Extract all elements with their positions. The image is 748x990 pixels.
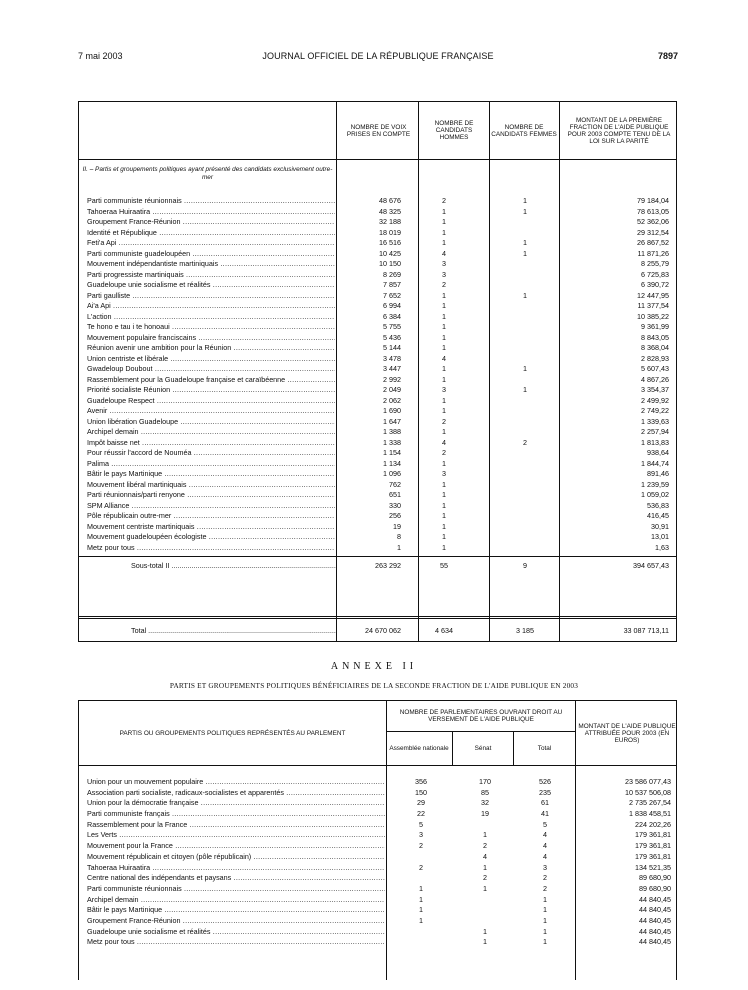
- party-name: Mouvement pour la France .....: [87, 841, 385, 852]
- male-candidates: 1: [442, 500, 446, 510]
- annex-title: ANNEXE II: [330, 661, 418, 672]
- table1-rows: [79, 196, 676, 553]
- table-row: [79, 873, 676, 884]
- senat-count: 1: [483, 926, 487, 936]
- party-name: Guadeloupe unie socialisme et réalités .....: [87, 280, 335, 291]
- total-femmes: 3 185: [516, 626, 534, 635]
- col-header-montant: MONTANT DE LA PREMIÈRE FRACTION DE L'AIDE PUBLIQUE POUR 2003 COMPTE TENU DE LA LOI SUR LA PARITÉ: [567, 116, 671, 145]
- total-count: 2: [543, 883, 547, 893]
- aid-amount: 179 361,81: [635, 841, 671, 851]
- male-candidates: 1: [442, 374, 446, 384]
- votes-count: 7 857: [383, 280, 401, 289]
- male-candidates: 2: [442, 448, 446, 457]
- total-count: 4: [543, 851, 547, 861]
- party-name: Rassemblement pour la France .....: [87, 820, 385, 831]
- total-count: 1: [543, 915, 547, 925]
- female-candidates: 1: [523, 248, 527, 258]
- male-candidates: 2: [442, 280, 446, 289]
- male-candidates: 3: [442, 259, 446, 268]
- table-row: [79, 543, 676, 554]
- male-candidates: 1: [442, 301, 446, 310]
- assemblee-count: 22: [417, 809, 425, 819]
- female-candidates: 1: [523, 196, 527, 205]
- amount: 8 368,04: [641, 343, 669, 352]
- female-candidates: 1: [523, 238, 527, 247]
- party-name: Parti gaulliste .....: [87, 291, 335, 302]
- party-name: Parti communiste français .....: [87, 809, 385, 820]
- amount: 52 362,06: [637, 217, 669, 226]
- table-first-fraction: [78, 101, 677, 642]
- table-row: [79, 322, 676, 333]
- assemblee-count: 1: [419, 894, 423, 904]
- amount: 891,46: [647, 469, 669, 478]
- party-name: Pôle républicain outre-mer .....: [87, 511, 335, 522]
- aid-amount: 2 735 267,54: [629, 798, 671, 808]
- assemblee-count: 29: [417, 798, 425, 808]
- senat-count: 32: [481, 798, 489, 808]
- votes-count: 1 647: [383, 416, 401, 426]
- table-row: [79, 207, 676, 218]
- party-name: Groupement France-Réunion .....: [87, 916, 385, 927]
- table-row: [79, 333, 676, 344]
- male-candidates: 2: [442, 416, 446, 426]
- table-row: [79, 895, 676, 906]
- male-candidates: 1: [442, 395, 446, 405]
- party-name: Impôt baisse net .....: [87, 438, 335, 449]
- aid-amount: 89 680,90: [639, 873, 671, 883]
- male-candidates: 1: [442, 238, 446, 247]
- subtotal-hommes: 55: [440, 561, 448, 570]
- senat-count: 85: [481, 787, 489, 797]
- party-name: SPM Alliance .....: [87, 501, 335, 512]
- votes-count: 2 992: [383, 374, 401, 384]
- assemblee-count: 356: [415, 777, 427, 786]
- male-candidates: 1: [442, 511, 446, 520]
- aid-amount: 44 840,45: [639, 905, 671, 915]
- party-name: Tahoeraa Huiraatira .....: [87, 207, 335, 218]
- party-name: Identité et République .....: [87, 228, 335, 239]
- amount: 1 239,59: [641, 479, 669, 489]
- amount: 1 059,02: [641, 490, 669, 499]
- assemblee-count: 3: [419, 830, 423, 840]
- male-candidates: 1: [442, 322, 446, 331]
- amount: 1,63: [655, 542, 669, 552]
- votes-count: 3 478: [383, 353, 401, 363]
- male-candidates: 4: [442, 248, 446, 258]
- table-row: [79, 501, 676, 512]
- votes-count: 48 676: [379, 196, 401, 205]
- table-row: [79, 280, 676, 291]
- table-row: [79, 469, 676, 480]
- table-row: [79, 375, 676, 386]
- male-candidates: 4: [442, 353, 446, 363]
- party-name: Ai'a Api .....: [87, 301, 335, 312]
- total-count: 3: [543, 862, 547, 872]
- col-header-montant-aide: MONTANT DE L'AIDE PUBLIQUE ATTRIBUÉE POUR 2003 (EN EUROS): [578, 722, 676, 744]
- male-candidates: 1: [442, 532, 446, 541]
- votes-count: 6 384: [383, 311, 401, 321]
- amount: 1 339,63: [641, 416, 669, 426]
- votes-count: 1: [397, 542, 401, 552]
- amount: 416,45: [647, 511, 669, 520]
- male-candidates: 3: [442, 269, 446, 279]
- subtotal-row: [79, 560, 676, 571]
- amount: 3 354,37: [641, 385, 669, 394]
- total-count: 4: [543, 830, 547, 840]
- amount: 8 843,05: [641, 332, 669, 342]
- aid-amount: 179 361,81: [635, 830, 671, 840]
- party-name: Mouvement républicain et citoyen (pôle républicain) .....: [87, 852, 385, 863]
- table-row: [79, 238, 676, 249]
- votes-count: 10 150: [379, 259, 401, 268]
- party-name: Pour réussir l'accord de Nouméa .....: [87, 448, 335, 459]
- amount: 5 607,43: [641, 364, 669, 373]
- votes-count: 1 154: [383, 448, 401, 457]
- table-row: [79, 522, 676, 533]
- table-row: [79, 406, 676, 417]
- party-name: Groupement France-Réunion .....: [87, 217, 335, 228]
- amount: 2 257,94: [641, 427, 669, 436]
- aid-amount: 44 840,45: [639, 894, 671, 904]
- total-count: 41: [541, 809, 549, 819]
- party-name: Mouvement guadeloupéen écologiste .....: [87, 532, 335, 543]
- header-title: JOURNAL OFFICIEL DE LA RÉPUBLIQUE FRANÇAISE: [262, 51, 494, 61]
- col-header-senat: Sénat: [474, 745, 492, 752]
- col-header-total: Total: [537, 745, 552, 752]
- amount: 78 613,05: [637, 206, 669, 216]
- table2-rows: [79, 777, 676, 948]
- votes-count: 2 049: [383, 385, 401, 394]
- table-row: [79, 364, 676, 375]
- table-row: [79, 228, 676, 239]
- party-name: Mouvement centriste martiniquais .....: [87, 522, 335, 533]
- votes-count: 8 269: [383, 269, 401, 279]
- table-row: [79, 291, 676, 302]
- amount: 11 377,54: [637, 301, 669, 310]
- male-candidates: 1: [442, 406, 446, 415]
- table-row: [79, 396, 676, 407]
- female-candidates: 2: [523, 437, 527, 447]
- table-row: [79, 916, 676, 927]
- party-name: Palima .....: [87, 459, 335, 470]
- aid-amount: 44 840,45: [639, 926, 671, 936]
- party-name: Réunion avenir une ambition pour la Réunion .....: [87, 343, 335, 354]
- table-row: [79, 417, 676, 428]
- votes-count: 16 516: [379, 238, 401, 247]
- total-label: Total .....: [131, 625, 336, 636]
- table-row: [79, 312, 676, 323]
- party-name: Feti'a Api .....: [87, 238, 335, 249]
- male-candidates: 1: [442, 206, 446, 216]
- col-header-hommes: NOMBRE DE CANDIDATS HOMMES: [434, 120, 474, 141]
- amount: 1 844,74: [641, 458, 669, 468]
- senat-count: 4: [483, 851, 487, 861]
- party-name: Mouvement libéral martiniquais .....: [87, 480, 335, 491]
- party-name: Union libération Guadeloupe .....: [87, 417, 335, 428]
- amount: 2 828,93: [641, 353, 669, 363]
- aid-amount: 23 586 077,43: [625, 777, 671, 786]
- party-name: Les Verts .....: [87, 830, 385, 841]
- assemblee-count: 1: [419, 915, 423, 925]
- table-row: [79, 798, 676, 809]
- col-header-partis: PARTIS OU GROUPEMENTS POLITIQUES REPRÉSENTÉS AU PARLEMENT: [119, 729, 346, 737]
- table-row: [79, 809, 676, 820]
- amount: 6 725,83: [641, 269, 669, 279]
- table-row: [79, 354, 676, 365]
- party-name: Te hono e tau i te honoaui .....: [87, 322, 335, 333]
- party-name: Tahoeraa Huiraatira .....: [87, 863, 385, 874]
- male-candidates: 1: [442, 521, 446, 531]
- aid-amount: 44 840,45: [639, 915, 671, 925]
- senat-count: 1: [483, 830, 487, 840]
- votes-count: 7 652: [383, 290, 401, 300]
- subtotal-montant: 394 657,43: [633, 561, 669, 570]
- party-name: Rassemblement pour la Guadeloupe française et caraïbéenne .....: [87, 375, 335, 386]
- party-name: Union pour un mouvement populaire .....: [87, 777, 385, 788]
- section-title: II. – Partis et groupements politiques ayant présenté des candidats exclusivement outre-mer: [82, 166, 333, 181]
- party-name: Union pour la démocratie française .....: [87, 798, 385, 809]
- table-row: [79, 884, 676, 895]
- party-name: Bâtir le pays Martinique .....: [87, 469, 335, 480]
- total-count: 1: [543, 905, 547, 915]
- male-candidates: 4: [442, 437, 446, 447]
- table-row: [79, 788, 676, 799]
- aid-amount: 10 537 506,08: [625, 787, 671, 797]
- aid-amount: 224 202,26: [635, 819, 671, 829]
- table-row: [79, 841, 676, 852]
- party-name: L'action .....: [87, 312, 335, 323]
- table-row: [79, 196, 676, 207]
- votes-count: 6 994: [383, 301, 401, 310]
- amount: 26 867,52: [637, 238, 669, 247]
- senat-count: 1: [483, 862, 487, 872]
- party-name: Union centriste et libérale .....: [87, 354, 335, 365]
- total-count: 235: [539, 787, 551, 797]
- votes-count: 3 447: [383, 364, 401, 373]
- senat-count: 170: [479, 777, 491, 786]
- table-row: [79, 301, 676, 312]
- male-candidates: 1: [442, 332, 446, 342]
- header-date: 7 mai 2003: [78, 51, 123, 61]
- votes-count: 651: [389, 490, 401, 499]
- votes-count: 19: [393, 521, 401, 531]
- party-name: Guadeloupe Respect .....: [87, 396, 335, 407]
- amount: 13,01: [651, 532, 669, 541]
- amount: 1 813,83: [641, 437, 669, 447]
- page-header: [78, 51, 678, 65]
- party-name: Parti communiste réunionnais .....: [87, 884, 385, 895]
- page-number: 7897: [657, 51, 678, 61]
- total-count: 5: [543, 819, 547, 829]
- subtotal-voix: 263 292: [375, 561, 401, 570]
- amount: 2 499,92: [641, 395, 669, 405]
- amount: 6 390,72: [641, 280, 669, 289]
- senat-count: 19: [481, 809, 489, 819]
- table-row: [79, 830, 676, 841]
- aid-amount: 1 838 458,51: [629, 809, 671, 819]
- senat-count: 2: [483, 873, 487, 883]
- male-candidates: 3: [442, 385, 446, 394]
- col-header-femmes: NOMBRE DE CANDIDATS FEMMES: [491, 123, 557, 138]
- amount: 12 447,95: [637, 290, 669, 300]
- table-row: [79, 490, 676, 501]
- male-candidates: 2: [442, 196, 446, 205]
- subtotal-femmes: 9: [523, 561, 527, 570]
- male-candidates: 1: [442, 227, 446, 237]
- votes-count: 1 690: [383, 406, 401, 415]
- col-header-group: NOMBRE DE PARLEMENTAIRES OUVRANT DROIT AU VERSEMENT DE L'AIDE PUBLIQUE: [399, 709, 563, 723]
- table-row: [79, 249, 676, 260]
- amount: 9 361,99: [641, 322, 669, 331]
- amount: 8 255,79: [641, 259, 669, 268]
- male-candidates: 1: [442, 364, 446, 373]
- votes-count: 32 188: [379, 217, 401, 226]
- amount: 4 867,26: [641, 374, 669, 384]
- male-candidates: 1: [442, 217, 446, 226]
- female-candidates: 1: [523, 385, 527, 394]
- aid-amount: 179 361,81: [635, 851, 671, 861]
- total-count: 2: [543, 873, 547, 883]
- table-row: [79, 905, 676, 916]
- assemblee-count: 5: [419, 819, 423, 829]
- party-name: Parti communiste guadeloupéen .....: [87, 249, 335, 260]
- votes-count: 10 425: [379, 248, 401, 258]
- party-name: Avenir .....: [87, 406, 335, 417]
- table-row: [79, 259, 676, 270]
- table-row: [79, 480, 676, 491]
- male-candidates: 3: [442, 469, 446, 478]
- male-candidates: 1: [442, 458, 446, 468]
- total-count: 61: [541, 798, 549, 808]
- party-name: Parti progressiste martiniquais .....: [87, 270, 335, 281]
- col-header-assemblee: Assemblée nationale: [389, 745, 449, 752]
- male-candidates: 1: [442, 490, 446, 499]
- aid-amount: 134 521,35: [635, 862, 671, 872]
- aid-amount: 44 840,45: [639, 937, 671, 947]
- total-count: 1: [543, 894, 547, 904]
- senat-count: 1: [483, 937, 487, 947]
- votes-count: 1 338: [383, 437, 401, 447]
- votes-count: 18 019: [379, 227, 401, 237]
- votes-count: 5 144: [383, 343, 401, 352]
- table-row: [79, 270, 676, 281]
- male-candidates: 1: [442, 427, 446, 436]
- party-name: Parti communiste réunionnais .....: [87, 196, 335, 207]
- amount: 11 871,26: [637, 248, 669, 258]
- male-candidates: 1: [442, 542, 446, 552]
- assemblee-count: 2: [419, 862, 423, 872]
- total-hommes: 4 634: [435, 626, 453, 635]
- female-candidates: 1: [523, 364, 527, 373]
- table-row: [79, 532, 676, 543]
- votes-count: 330: [389, 500, 401, 510]
- party-name: Gwadeloup Doubout .....: [87, 364, 335, 375]
- amount: 30,91: [651, 521, 669, 531]
- assemblee-count: 1: [419, 883, 423, 893]
- table-row: [79, 217, 676, 228]
- party-name: Association parti socialiste, radicaux-socialistes et apparentés .....: [87, 788, 385, 799]
- table-row: [79, 863, 676, 874]
- total-row: [79, 625, 676, 636]
- table-row: [79, 852, 676, 863]
- table-row: [79, 427, 676, 438]
- party-name: Priorité socialiste Réunion .....: [87, 385, 335, 396]
- amount: 79 184,04: [637, 196, 669, 205]
- party-name: Guadeloupe unie socialisme et réalités .....: [87, 927, 385, 938]
- total-voix: 24 670 062: [365, 626, 401, 635]
- table-second-fraction: [78, 700, 677, 980]
- votes-count: 762: [389, 479, 401, 489]
- table-row: [79, 385, 676, 396]
- votes-count: 8: [397, 532, 401, 541]
- votes-count: 1 134: [383, 458, 401, 468]
- table-row: [79, 820, 676, 831]
- senat-count: 2: [483, 841, 487, 851]
- party-name: Metz pour tous .....: [87, 543, 335, 554]
- party-name: Archipel demain .....: [87, 427, 335, 438]
- party-name: Centre national des indépendants et paysans .....: [87, 873, 385, 884]
- votes-count: 2 062: [383, 395, 401, 405]
- total-count: 4: [543, 841, 547, 851]
- total-count: 1: [543, 926, 547, 936]
- amount: 938,64: [647, 448, 669, 457]
- party-name: Bâtir le pays Martinique .....: [87, 905, 385, 916]
- assemblee-count: 2: [419, 841, 423, 851]
- aid-amount: 89 680,90: [639, 883, 671, 893]
- male-candidates: 1: [442, 311, 446, 321]
- votes-count: 1 388: [383, 427, 401, 436]
- assemblee-count: 1: [419, 905, 423, 915]
- votes-count: 5 755: [383, 322, 401, 331]
- total-count: 526: [539, 777, 551, 786]
- amount: 29 312,54: [637, 227, 669, 237]
- amount: 2 749,22: [641, 406, 669, 415]
- votes-count: 48 325: [379, 206, 401, 216]
- table-row: [79, 937, 676, 948]
- male-candidates: 1: [442, 343, 446, 352]
- votes-count: 5 436: [383, 332, 401, 342]
- table-row: [79, 927, 676, 938]
- party-name: Mouvement populaire franciscains .....: [87, 333, 335, 344]
- male-candidates: 1: [442, 479, 446, 489]
- annex-subtitle: PARTIS ET GROUPEMENTS POLITIQUES BÉNÉFICIAIRES DE LA SECONDE FRACTION DE L'AIDE PUBLIQUE EN 2003: [169, 681, 579, 690]
- amount: 10 385,22: [637, 311, 669, 321]
- table-row: [79, 459, 676, 470]
- table-row: [79, 343, 676, 354]
- subtotal-label: Sous-total II .....: [131, 560, 336, 571]
- party-name: Parti réunionnais/parti renyone .....: [87, 490, 335, 501]
- table-row: [79, 511, 676, 522]
- table-row: [79, 777, 676, 788]
- votes-count: 1 096: [383, 469, 401, 478]
- female-candidates: 1: [523, 290, 527, 300]
- male-candidates: 1: [442, 290, 446, 300]
- amount: 536,83: [647, 500, 669, 510]
- assemblee-count: 150: [415, 787, 427, 797]
- total-count: 1: [543, 937, 547, 947]
- senat-count: 1: [483, 883, 487, 893]
- party-name: Metz pour tous .....: [87, 937, 385, 948]
- table-row: [79, 438, 676, 449]
- party-name: Archipel demain .....: [87, 895, 385, 906]
- col-header-voix: NOMBRE DE VOIX PRISES EN COMPTE: [346, 123, 411, 138]
- party-name: Mouvement indépendantiste martiniquais .....: [87, 259, 335, 270]
- votes-count: 256: [389, 511, 401, 520]
- table-row: [79, 448, 676, 459]
- female-candidates: 1: [523, 206, 527, 216]
- total-montant: 33 087 713,11: [623, 626, 669, 635]
